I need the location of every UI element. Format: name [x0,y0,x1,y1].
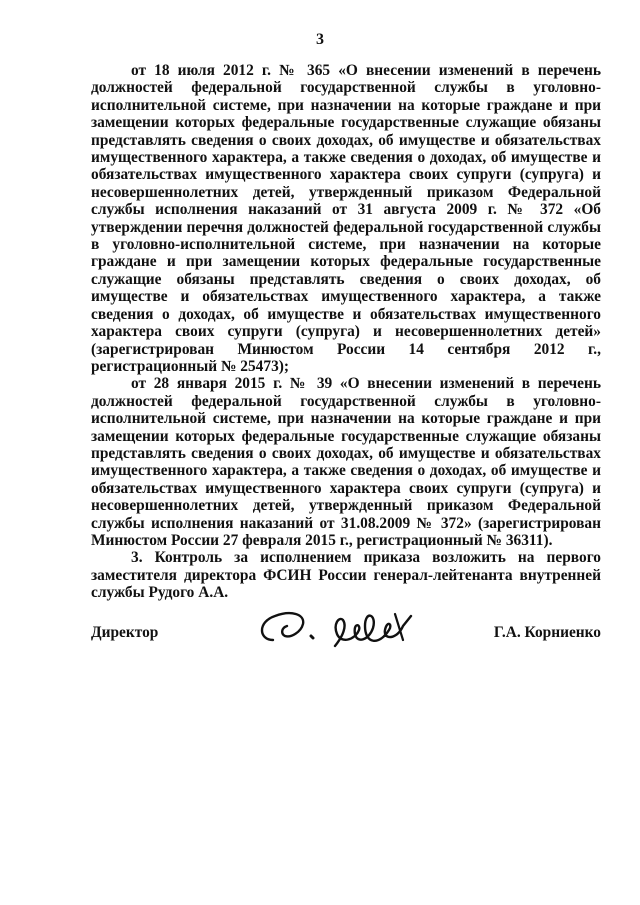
signatory-name: Г.А. Корниенко [493,624,601,641]
paragraph-control-clause: 3. Контроль за исполнением приказа возложить на первого заместителя директора ФСИН России генерал-лейтенанта внутренней службы Рудого А.А. [91,549,601,602]
signatory-position: Директор [91,624,159,641]
paragraph-order-39: от 28 января 2015 г. № 39 «О внесении изменений в перечень должностей федеральной государственной службы в уголовно-исполнительной системе, при назначении на которые граждане и при замещении которых федеральные государственные служащие обязаны представлять сведения о своих доходах, об имуществе и обязательствах имущественного характера, а также сведения о доходах, об имуществе и обязательствах имущественного характера своих супруги (супруга) и несовершеннолетних детей, утвержденный приказом Федеральной службы исполнения наказаний от 31.08.2009 № 372» (зарегистрирован Минюстом России 27 февраля 2015 г., регистрационный № 36311). [91,375,601,549]
page-number: 3 [316,31,324,48]
signature-block [91,600,601,670]
document-body [91,62,601,602]
handwritten-signature-icon [251,600,431,662]
paragraph-order-365: от 18 июля 2012 г. № 365 «О внесении изменений в перечень должностей федеральной государственной службы в уголовно-исполнительной системе, при назначении на которые граждане и при замещении которых федеральные государственные служащие обязаны представлять сведения о своих доходах, об имуществе и обязательствах имущественного характера, а также сведения о доходах, об имуществе и обязательствах имущественного характера своих супруги (супруга) и несовершеннолетних детей, утвержденный приказом Федеральной службы исполнения наказаний от 31 августа 2009 г. № 372 «Об утверждении перечня должностей федеральной государственной службы в уголовно-исполнительной системе, при назначении на которые граждане и при замещении которых федеральные государственные служащие обязаны представлять сведения о своих доходах, об имуществе и обязательствах имущественного характера, а также сведения о доходах, об имуществе и обязательствах имущественного характера своих супруги (супруга) и несовершеннолетних детей» (зарегистрирован Минюстом России 14 сентября 2012 г., регистрационный № 25473); [91,62,601,375]
